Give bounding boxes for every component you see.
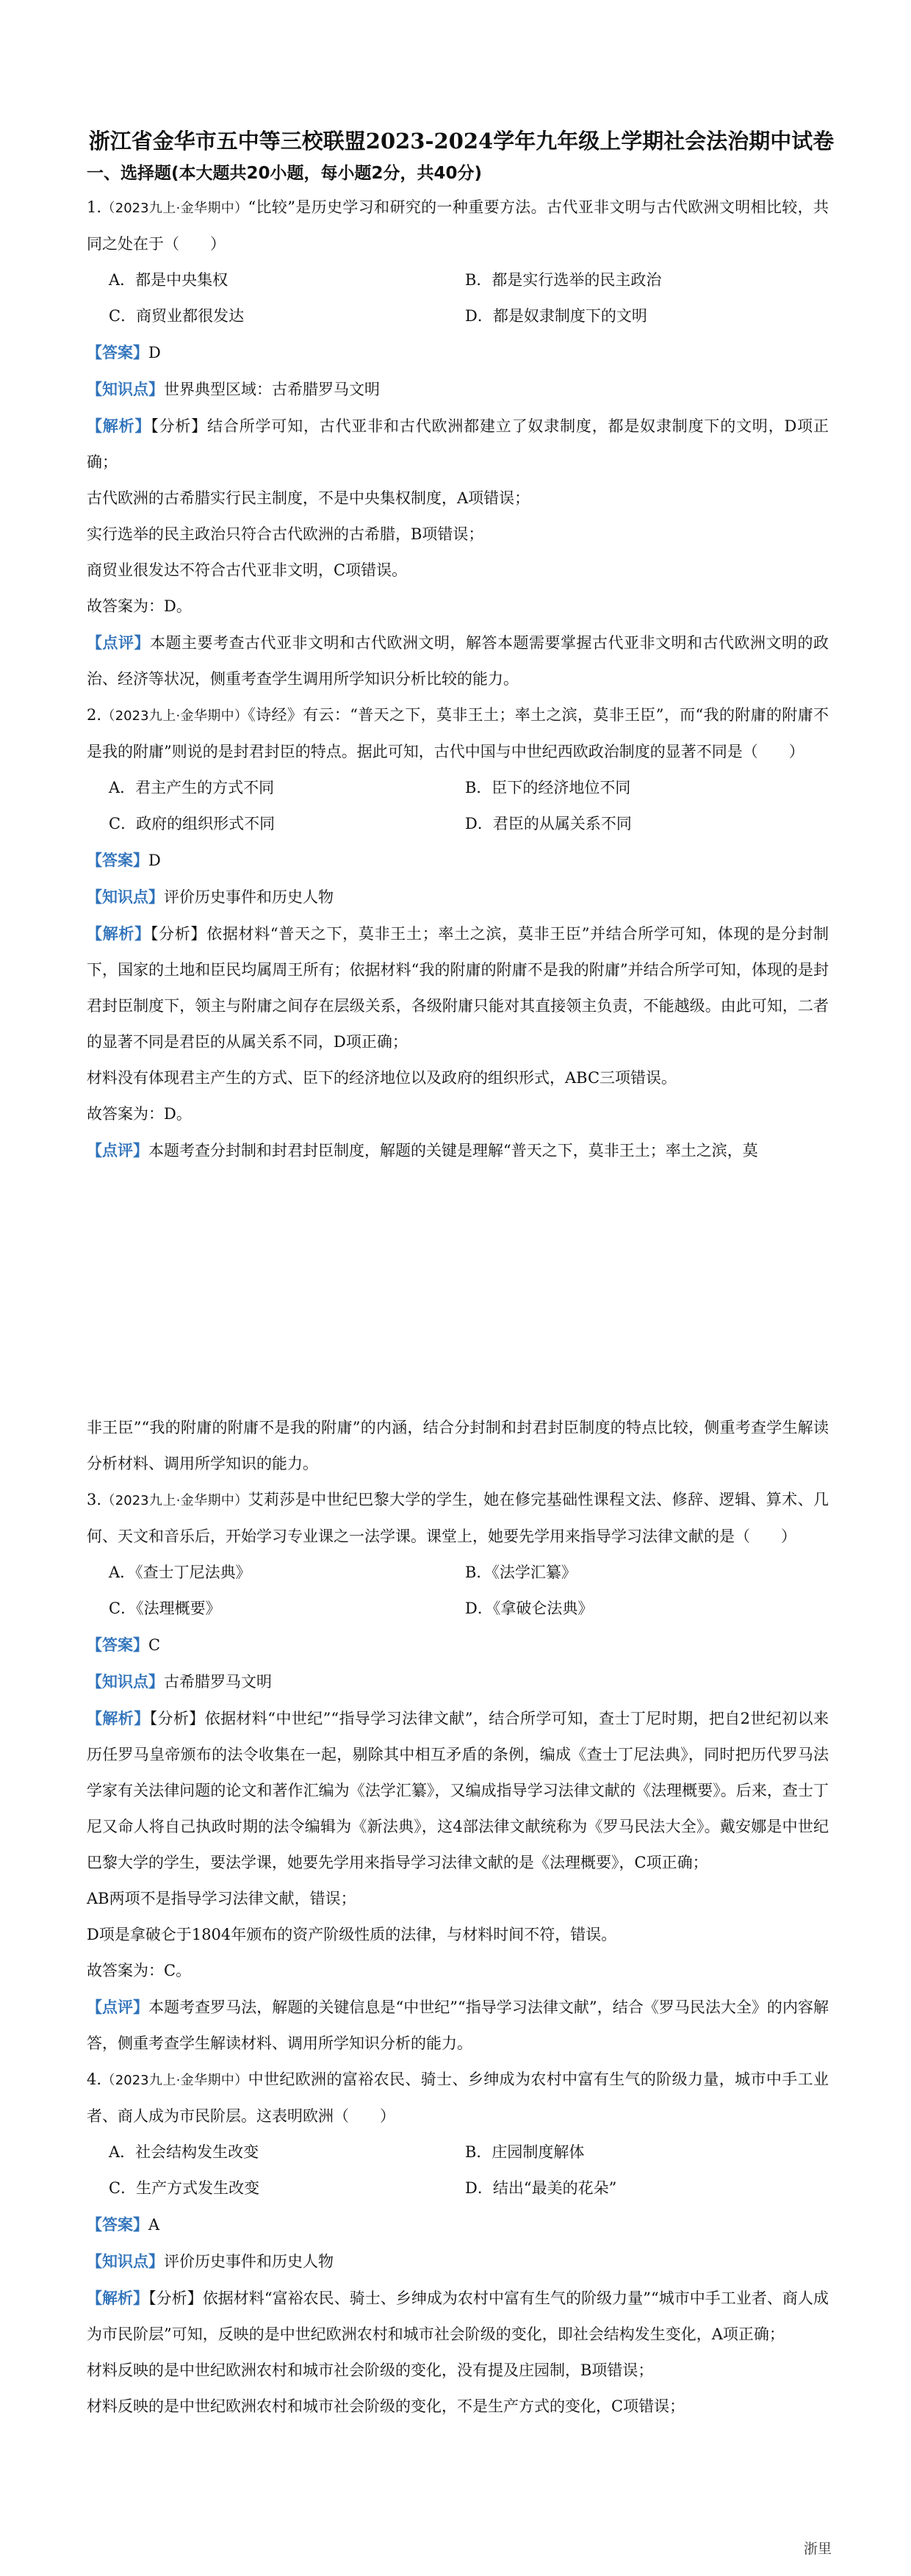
question-number: 4. (87, 2070, 102, 2088)
comment-continuation: 非王臣”“我的附庸的附庸不是我的附庸”的内涵，结合分封制和封君封臣制度的特点比较，侧重考查学生解读分析材料、调用所学知识的能力。 (87, 1419, 829, 1472)
knowledge-line (87, 879, 829, 915)
option-a: A．都是中央集权 (109, 271, 228, 289)
page-footer: 浙里 (803, 2541, 832, 2557)
question-2 (87, 697, 829, 1482)
analysis-text: 实行选举的民主政治只符合古代欧洲的古希腊，B项错误； (87, 525, 484, 543)
analysis-line (87, 2280, 829, 2353)
page-break-gap (87, 1169, 829, 1410)
analysis-text: 【分析】结合所学可知，古代亚非和古代欧洲都建立了奴隶制度，都是奴隶制度下的文明，D项正确； (87, 417, 829, 471)
analysis-text: 材料反映的是中世纪欧洲农村和城市社会阶级的变化，不是生产方式的变化，C项错误； (87, 2397, 685, 2415)
analysis-label: 【解析】 (87, 924, 151, 943)
answer-value: A (148, 2216, 160, 2234)
question-stem (87, 2062, 829, 2134)
question-source: （2023九上·金华期中） (101, 2073, 248, 2088)
answer-label: 【答案】 (87, 851, 148, 869)
stem-text: “比较”是历史学习和研究的一种重要方法。古代亚非文明与古代欧洲文明相比较，共同之处在于（ ） (87, 198, 829, 253)
comment-text: 本题考查分封制和封君封臣制度，解题的关键是理解“普天之下，莫非王土；率土之滨，莫 (148, 1142, 758, 1159)
question-source: （2023九上·金华期中） (101, 708, 248, 724)
answer-label: 【答案】 (87, 2215, 148, 2234)
section-heading: 一、选择题(本大题共20小题，每小题2分，共40分) (87, 164, 483, 183)
question-stem (87, 697, 829, 770)
question-stem (87, 190, 829, 262)
analysis-label: 【解析】 (87, 1709, 150, 1727)
question-number: 3. (87, 1491, 102, 1508)
option-a: A．社会结构发生改变 (109, 2143, 259, 2161)
option-d: D．君臣的从属关系不同 (465, 815, 632, 832)
knowledge-label: 【知识点】 (87, 888, 164, 906)
exam-title: 浙江省金华市五中等三校联盟2023-2024学年九年级上学期社会法治期中试卷 (88, 129, 835, 154)
analysis-conclusion: 故答案为：D。 (87, 1105, 192, 1123)
analysis-text: 【分析】依据材料“普天之下，莫非王土；率土之滨，莫非王臣”并结合所学可知，体现的是分封制下，国家的土地和臣民均属周王所有；依据材料“我的附庸的附庸不是我的附庸”并结合所学可知，体现的是封君封臣制度下，领主与附庸之间存在层级关系，各级附庸只能对其直接领主负责，不能越级。由此可知，二者的显著不同是君臣的从属关系不同，D项正确； (87, 925, 829, 1051)
answer-line (87, 334, 829, 371)
question-stem (87, 1482, 829, 1555)
comment-label: 【点评】 (87, 1998, 149, 2016)
analysis-text: 【分析】依据材料“中世纪”“指导学习法律文献”，结合所学可知，查士丁尼时期，把自2世纪初以来历任罗马皇帝颁布的法令收集在一起，剔除其中相互矛盾的条例，编成《查士丁尼法典》，同时把历代罗马法学家有关法律问题的论文和著作汇编为《法学汇纂》，又编成指导学习法律文献的《法理概要》。后来，查士丁尼又命人将自己执政时期的法令编辑为《新法典》，这4部法律文献统称为《罗马民法大全》。戴安娜是中世纪巴黎大学的学生，要法学课，她要先学用来指导学习法律文献的是《法理概要》，C项正确； (87, 1710, 829, 1871)
knowledge-label: 【知识点】 (87, 1672, 164, 1691)
comment-text: 本题考查罗马法，解题的关键信息是“中世纪”“指导学习法律文献”，结合《罗马民法大全》的内容解答，侧重考查学生解读材料、调用所学知识分析的能力。 (87, 1998, 829, 2052)
stem-text: 中世纪欧洲的富裕农民、骑士、乡绅成为农村中富有生气的阶级力量，城市中手工业者、商人成为市民阶层。这表明欧洲（ ） (87, 2070, 829, 2125)
comment-text: 本题主要考查古代亚非文明和古代欧洲文明，解答本题需要掌握古代亚非文明和古代欧洲文明的政治、经济等状况，侧重考查学生调用所学知识分析比较的能力。 (87, 634, 829, 688)
option-b: B．臣下的经济地位不同 (465, 779, 631, 796)
analysis-label: 【解析】 (87, 417, 151, 435)
answer-value: D (148, 344, 161, 361)
answer-line (87, 2206, 829, 2243)
stem-text: 艾莉莎是中世纪巴黎大学的学生，她在修完基础性课程文法、修辞、逻辑、算术、几何、天文和音乐后，开始学习专业课之一法学课。课堂上，她要先学用来指导学习法律文献的是（ ） (87, 1491, 829, 1545)
option-b: B．庄园制度解体 (465, 2143, 585, 2161)
analysis-text: D项是拿破仑于1804年颁布的资产阶级性质的法律，与材料时间不符，错误。 (87, 1926, 617, 1943)
options (87, 770, 829, 842)
analysis-text: AB两项不是指导学习法律文献，错误； (87, 1890, 356, 1907)
option-b: B．《法学汇纂》 (465, 1564, 577, 1581)
knowledge-line (87, 1663, 829, 1700)
option-d: D．都是奴隶制度下的文明 (465, 307, 647, 325)
comment-line (87, 1132, 829, 1169)
analysis-line (87, 1700, 829, 1881)
analysis-text: 【分析】依据材料“富裕农民、骑士、乡绅成为农村中富有生气的阶级力量”“城市中手工业者、商人成为市民阶层”可知，反映的是中世纪欧洲农村和城市社会阶级的变化，即社会结构发生变化，A项正确； (87, 2289, 829, 2343)
question-1 (87, 190, 829, 697)
options (87, 1555, 829, 1627)
analysis-conclusion: 故答案为：D。 (87, 597, 192, 615)
comment-label: 【点评】 (87, 633, 150, 652)
knowledge-label: 【知识点】 (87, 380, 164, 398)
question-4 (87, 2062, 829, 2425)
answer-value: D (148, 852, 161, 869)
analysis-text: 材料反映的是中世纪欧洲农村和城市社会阶级的变化，没有提及庄园制，B项错误； (87, 2361, 654, 2379)
analysis-text: 商贸业很发达不符合古代亚非文明，C项错误。 (87, 561, 408, 579)
stem-text: 《诗经》有云：“普天之下，莫非王土；率土之滨，莫非王臣”，而“我的附庸的附庸不是我的附庸”则说的是封君封臣的特点。据此可知，古代中国与中世纪西欧政治制度的显著不同是（ ） (87, 706, 829, 760)
answer-line (87, 842, 829, 879)
option-d: D．结出“最美的花朵” (465, 2179, 617, 2197)
option-b: B．都是实行选举的民主政治 (465, 271, 662, 289)
knowledge-value: 古希腊罗马文明 (164, 1673, 272, 1691)
analysis-text: 古代欧洲的古希腊实行民主制度，不是中央集权制度，A项错误； (87, 489, 530, 507)
comment-label: 【点评】 (87, 1141, 148, 1159)
analysis-label: 【解析】 (87, 2289, 149, 2307)
options (87, 262, 829, 334)
analysis-text: 材料没有体现君主产生的方式、臣下的经济地位以及政府的组织形式，ABC三项错误。 (87, 1069, 677, 1087)
question-3 (87, 1482, 829, 2062)
answer-label: 【答案】 (87, 343, 148, 361)
knowledge-value: 评价历史事件和历史人物 (164, 2253, 334, 2270)
option-d: D．《拿破仑法典》 (465, 1600, 594, 1617)
knowledge-value: 世界典型区域：古希腊罗马文明 (164, 381, 380, 398)
answer-label: 【答案】 (87, 1636, 148, 1654)
question-source: （2023九上·金华期中） (101, 201, 248, 216)
document-body (87, 125, 835, 2425)
answer-value: C (148, 1636, 161, 1654)
question-number: 1. (87, 198, 102, 216)
knowledge-line (87, 2243, 829, 2280)
options (87, 2134, 829, 2206)
option-a: A．《查士丁尼法典》 (109, 1564, 251, 1581)
comment-line (87, 1989, 829, 2062)
option-c: C．政府的组织形式不同 (109, 815, 276, 832)
knowledge-label: 【知识点】 (87, 2252, 164, 2270)
option-c: C．生产方式发生改变 (109, 2179, 260, 2197)
question-source: （2023九上·金华期中） (101, 1493, 248, 1508)
comment-line (87, 625, 829, 697)
knowledge-value: 评价历史事件和历史人物 (164, 888, 334, 906)
question-number: 2. (87, 706, 102, 724)
option-c: C．《法理概要》 (109, 1600, 221, 1617)
analysis-line (87, 408, 829, 481)
analysis-conclusion: 故答案为：C。 (87, 1962, 192, 1979)
option-a: A．君主产生的方式不同 (109, 779, 275, 796)
option-c: C．商贸业都很发达 (109, 307, 245, 325)
analysis-line (87, 915, 829, 1060)
answer-line (87, 1627, 829, 1663)
knowledge-line (87, 371, 829, 408)
